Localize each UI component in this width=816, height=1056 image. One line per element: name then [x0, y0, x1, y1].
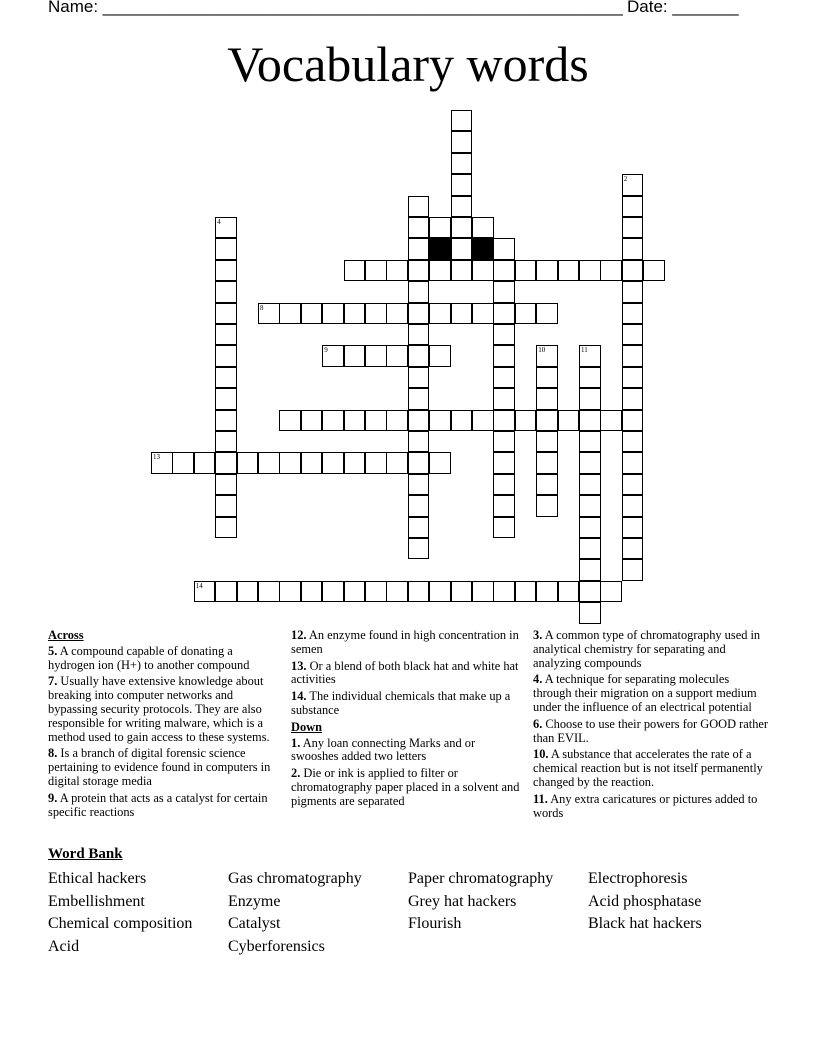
word-bank-item: Black hat hackers: [588, 915, 702, 933]
grid-cell[interactable]: [408, 303, 430, 324]
grid-cell[interactable]: [451, 238, 473, 259]
grid-cell[interactable]: [365, 452, 387, 473]
grid-cell[interactable]: [579, 431, 601, 452]
word-bank-column-1: [48, 868, 192, 959]
grid-cell[interactable]: [451, 581, 473, 602]
word-bank-item: Flourish: [408, 915, 462, 933]
grid-cell[interactable]: [536, 474, 558, 495]
grid-cell[interactable]: [579, 410, 601, 431]
down-heading: Down: [291, 719, 322, 734]
word-bank-item: Paper chromatography: [408, 870, 554, 887]
grid-cell[interactable]: [622, 345, 644, 366]
grid-cell[interactable]: [322, 303, 344, 324]
grid-cell[interactable]: [258, 303, 280, 324]
grid-cell[interactable]: [215, 517, 237, 538]
grid-cell[interactable]: [493, 474, 515, 495]
grid-cell[interactable]: [215, 260, 237, 281]
grid-cell[interactable]: [579, 388, 601, 409]
grid-cell[interactable]: [472, 581, 494, 602]
grid-cell[interactable]: [451, 153, 473, 174]
grid-cell[interactable]: [579, 602, 601, 623]
grid-cell[interactable]: [493, 260, 515, 281]
grid-cell[interactable]: [536, 345, 558, 366]
grid-cell[interactable]: [215, 581, 237, 602]
grid-cell[interactable]: [622, 238, 644, 259]
grid-cell[interactable]: [493, 581, 515, 602]
grid-cell[interactable]: [279, 303, 301, 324]
grid-cell[interactable]: [600, 260, 622, 281]
grid-cell[interactable]: [344, 345, 366, 366]
grid-cell[interactable]: [622, 324, 644, 345]
word-bank-column-3: [408, 868, 553, 936]
grid-cell[interactable]: [515, 581, 537, 602]
word-bank-item: Cyberforensics: [228, 938, 325, 956]
grid-cell[interactable]: [643, 260, 665, 281]
grid-cell[interactable]: [408, 260, 430, 281]
grid-cell[interactable]: [451, 260, 473, 281]
grid-cell[interactable]: [279, 581, 301, 602]
grid-cell[interactable]: [408, 388, 430, 409]
grid-cell[interactable]: [600, 581, 622, 602]
grid-cell[interactable]: [558, 260, 580, 281]
grid-cell[interactable]: [408, 474, 430, 495]
clue-across-8: 8. Is a branch of digital forensic science pertaining to evidence found in computers in digital storage media: [48, 746, 271, 788]
clue-number: 11: [581, 346, 588, 355]
grid-cell[interactable]: [429, 345, 451, 366]
grid-cell[interactable]: [622, 388, 644, 409]
grid-cell[interactable]: [536, 303, 558, 324]
grid-cell[interactable]: [622, 559, 644, 580]
grid-cell[interactable]: [451, 174, 473, 195]
grid-cell[interactable]: [322, 581, 344, 602]
grid-cell[interactable]: [408, 581, 430, 602]
clue-down-10: 10. A substance that accelerates the rate of a chemical reaction but is not itself permanently changed by the reaction.: [533, 747, 763, 789]
word-bank-item: Chemical composition: [48, 915, 193, 933]
grid-cell[interactable]: [515, 303, 537, 324]
grid-cell[interactable]: [451, 410, 473, 431]
grid-cell[interactable]: [493, 452, 515, 473]
grid-cell[interactable]: [579, 474, 601, 495]
grid-cell[interactable]: [429, 581, 451, 602]
clue-across-12: 12. An enzyme found in high concentration in semen: [291, 628, 519, 656]
grid-cell[interactable]: [365, 303, 387, 324]
grid-cell[interactable]: [408, 517, 430, 538]
clue-down-1: 1. Any loan connecting Marks and or swooshes added two letters: [291, 735, 476, 764]
grid-cell[interactable]: [258, 581, 280, 602]
word-bank-item: Grey hat hackers: [408, 892, 517, 910]
grid-cell[interactable]: [472, 217, 494, 238]
grid-cell[interactable]: [215, 388, 237, 409]
grid-cell[interactable]: [493, 431, 515, 452]
grid-cell-black: [472, 238, 494, 259]
grid-cell[interactable]: [365, 581, 387, 602]
word-bank-item: Electrophoresis: [588, 870, 688, 887]
grid-cell[interactable]: [408, 324, 430, 345]
grid-cell[interactable]: [365, 410, 387, 431]
grid-cell[interactable]: [194, 452, 216, 473]
clue-number: 2: [623, 175, 628, 184]
across-heading: Across: [48, 628, 84, 642]
grid-cell[interactable]: [237, 581, 259, 602]
word-bank-column-2: [228, 868, 362, 959]
clue-number: 8: [260, 303, 264, 312]
grid-cell[interactable]: [536, 581, 558, 602]
clue-across-5: 5. A compound capable of donating a hydrogen ion (H+) to another compound: [48, 643, 250, 672]
grid-cell[interactable]: [622, 538, 644, 559]
grid-cell[interactable]: [536, 367, 558, 388]
grid-cell[interactable]: [215, 495, 237, 516]
grid-cell[interactable]: [622, 196, 644, 217]
grid-cell[interactable]: [493, 345, 515, 366]
page-title: Vocabulary words: [227, 36, 589, 92]
grid-cell[interactable]: [558, 581, 580, 602]
grid-cell[interactable]: [408, 196, 430, 217]
grid-cell[interactable]: [172, 452, 194, 473]
clue-down-4: 4. A technique for separating molecules through their migration on a support medium under the influence of an electrical potential: [533, 672, 757, 714]
grid-cell[interactable]: [429, 303, 451, 324]
grid-cell[interactable]: [493, 495, 515, 516]
word-bank-column-4: [588, 868, 702, 936]
clue-across-9: 9. A protein that acts as a catalyst for certain specific reactions: [48, 790, 268, 819]
grid-cell[interactable]: [622, 303, 644, 324]
date-label: Date: _______: [627, 0, 739, 16]
grid-cell[interactable]: [429, 410, 451, 431]
grid-cell[interactable]: [579, 538, 601, 559]
grid-cell[interactable]: [622, 174, 644, 195]
clue-down-11: 11. Any extra caricatures or pictures added to words: [533, 791, 758, 820]
grid-cell[interactable]: [408, 217, 430, 238]
grid-cell[interactable]: [365, 345, 387, 366]
grid-cell-black: [429, 238, 451, 259]
grid-cell[interactable]: [215, 474, 237, 495]
grid-cell[interactable]: [622, 410, 644, 431]
grid-cell[interactable]: [579, 517, 601, 538]
grid-cell[interactable]: [344, 410, 366, 431]
grid-cell[interactable]: [408, 452, 430, 473]
grid-cell[interactable]: [579, 260, 601, 281]
grid-cell[interactable]: [301, 410, 323, 431]
grid-cell[interactable]: [451, 196, 473, 217]
grid-cell[interactable]: [408, 281, 430, 302]
grid-cell[interactable]: [215, 281, 237, 302]
grid-cell[interactable]: [536, 452, 558, 473]
grid-cell[interactable]: [344, 260, 366, 281]
grid-cell[interactable]: [622, 217, 644, 238]
grid-cell[interactable]: [622, 495, 644, 516]
grid-cell[interactable]: [622, 452, 644, 473]
grid-cell[interactable]: [322, 410, 344, 431]
grid-cell[interactable]: [536, 260, 558, 281]
grid-cell[interactable]: [258, 452, 280, 473]
grid-cell[interactable]: [386, 260, 408, 281]
grid-cell[interactable]: [451, 131, 473, 152]
grid-cell[interactable]: [215, 217, 237, 238]
grid-cell[interactable]: [493, 281, 515, 302]
grid-cell[interactable]: [279, 410, 301, 431]
grid-cell[interactable]: [429, 452, 451, 473]
grid-cell[interactable]: [515, 410, 537, 431]
grid-cell[interactable]: [579, 581, 601, 602]
clue-number: 13: [153, 453, 160, 462]
grid-cell[interactable]: [344, 581, 366, 602]
grid-cell[interactable]: [493, 410, 515, 431]
word-bank-item: Gas chromatography: [228, 870, 362, 887]
grid-cell[interactable]: [215, 324, 237, 345]
grid-cell[interactable]: [344, 303, 366, 324]
grid-cell[interactable]: [408, 495, 430, 516]
grid-cell[interactable]: [493, 367, 515, 388]
grid-cell[interactable]: [622, 474, 644, 495]
grid-cell[interactable]: [322, 452, 344, 473]
grid-cell[interactable]: [536, 495, 558, 516]
grid-cell[interactable]: [408, 538, 430, 559]
clue-across-7: 7. Usually have extensive knowledge about breaking into computer networks and bypassing security protocols. They are also responsible for writing malware, which is a method used to gain access to these systems.: [48, 674, 270, 744]
grid-cell[interactable]: [622, 367, 644, 388]
clue-number: 9: [324, 346, 328, 355]
clue-across-14: 14. The individual chemicals that make up a substance: [291, 689, 511, 717]
clues-column-2: [291, 629, 525, 812]
grid-cell[interactable]: [579, 452, 601, 473]
name-label: Name: _______________________________________________________: [48, 0, 623, 16]
grid-cell[interactable]: [451, 217, 473, 238]
grid-cell[interactable]: [622, 431, 644, 452]
grid-cell[interactable]: [408, 238, 430, 259]
clue-number: 4: [217, 218, 221, 226]
grid-cell[interactable]: [536, 410, 558, 431]
grid-cell[interactable]: [493, 324, 515, 345]
grid-cell[interactable]: [386, 581, 408, 602]
word-bank-item: Acid phosphatase: [588, 892, 702, 910]
grid-cell[interactable]: [344, 452, 366, 473]
grid-cell[interactable]: [493, 303, 515, 324]
grid-cell[interactable]: [429, 260, 451, 281]
grid-cell[interactable]: [301, 452, 323, 473]
grid-cell[interactable]: [322, 345, 344, 366]
header-name-date: [48, 0, 739, 17]
clues-column-1: [48, 629, 278, 822]
grid-cell[interactable]: [472, 303, 494, 324]
clue-number: 14: [195, 581, 203, 590]
grid-cell[interactable]: [215, 452, 237, 473]
clue-down-2: 2. Die or ink is applied to filter or chromatography paper placed in a solvent and pigments are separated: [291, 766, 520, 808]
grid-cell[interactable]: [215, 367, 237, 388]
grid-cell[interactable]: [386, 303, 408, 324]
grid-cell[interactable]: [515, 260, 537, 281]
word-bank-item: Catalyst: [228, 915, 281, 933]
word-bank-item: Ethical hackers: [48, 870, 147, 887]
grid-cell[interactable]: [301, 303, 323, 324]
grid-cell[interactable]: [386, 345, 408, 366]
grid-cell[interactable]: [429, 217, 451, 238]
clue-down-3: 3. A common type of chromatography used in analytical chemistry for separating and analyzing compounds: [533, 628, 761, 670]
word-bank-title: Word Bank: [48, 846, 123, 862]
grid-cell[interactable]: [408, 410, 430, 431]
grid-cell[interactable]: [579, 559, 601, 580]
grid-cell[interactable]: [301, 581, 323, 602]
clue-across-13: 13. Or a blend of both black hat and white hat activities: [291, 658, 519, 687]
grid-cell[interactable]: [215, 238, 237, 259]
grid-cell[interactable]: [493, 517, 515, 538]
word-bank-item: Embellishment: [48, 892, 145, 910]
grid-cell[interactable]: [536, 388, 558, 409]
grid-cell[interactable]: [493, 388, 515, 409]
grid-cell[interactable]: [493, 238, 515, 259]
grid-cell[interactable]: [386, 452, 408, 473]
grid-cell[interactable]: [622, 281, 644, 302]
grid-cell[interactable]: [472, 410, 494, 431]
clue-number: 10: [538, 346, 546, 355]
grid-cell[interactable]: [579, 345, 601, 366]
grid-cell[interactable]: [579, 495, 601, 516]
grid-cell[interactable]: [600, 410, 622, 431]
word-bank-item: Enzyme: [228, 892, 281, 910]
grid-cell[interactable]: [408, 431, 430, 452]
grid-cell[interactable]: [472, 260, 494, 281]
grid-cell[interactable]: [579, 367, 601, 388]
grid-cell[interactable]: [451, 110, 473, 131]
grid-cell[interactable]: [215, 431, 237, 452]
clues-column-3: [533, 629, 769, 823]
clue-down-6: 6. Choose to use their powers for GOOD rather than EVIL.: [533, 716, 769, 745]
grid-cell[interactable]: [622, 517, 644, 538]
grid-cell[interactable]: [365, 260, 387, 281]
grid-cell[interactable]: [151, 452, 173, 473]
grid-cell[interactable]: [215, 410, 237, 431]
grid-cell[interactable]: [215, 345, 237, 366]
grid-cell[interactable]: [451, 303, 473, 324]
grid-cell[interactable]: [386, 410, 408, 431]
grid-cell[interactable]: [215, 303, 237, 324]
grid-cell[interactable]: [408, 367, 430, 388]
grid-cell[interactable]: [536, 431, 558, 452]
grid-cell[interactable]: [408, 345, 430, 366]
word-bank-item: Acid: [48, 938, 80, 956]
grid-cell[interactable]: [279, 452, 301, 473]
grid-cell[interactable]: [237, 452, 259, 473]
grid-cell[interactable]: [622, 260, 644, 281]
grid-cell[interactable]: [558, 410, 580, 431]
grid-cell[interactable]: [194, 581, 216, 602]
